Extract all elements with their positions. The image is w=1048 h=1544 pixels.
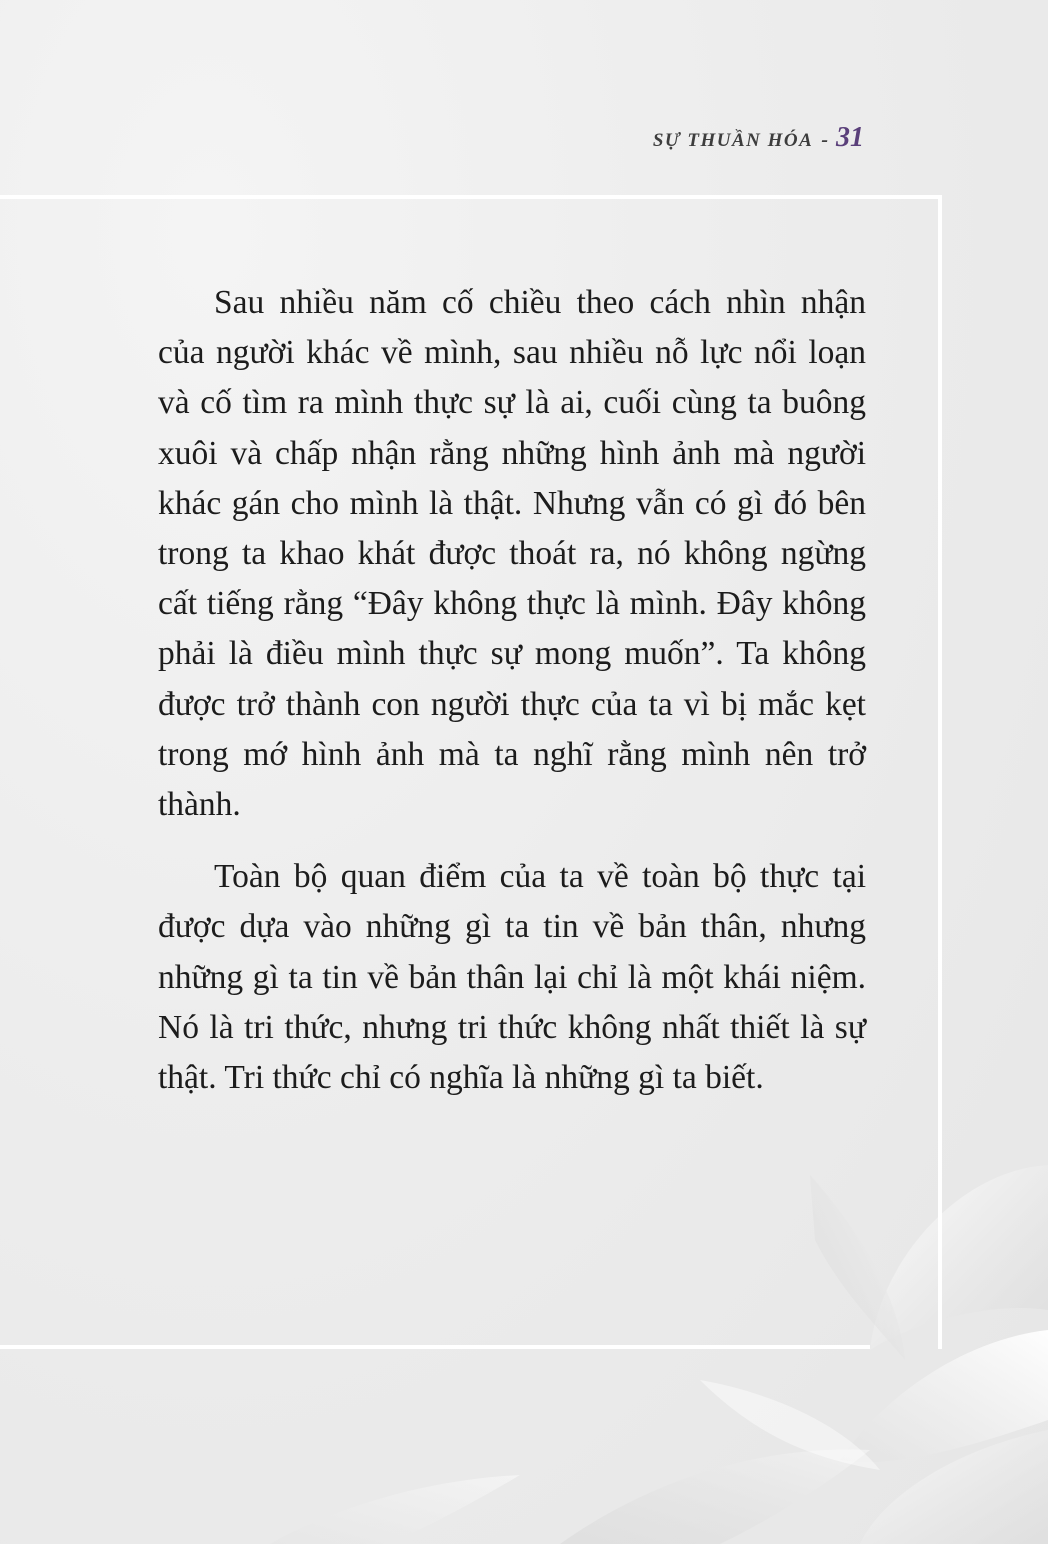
paragraph-1: Sau nhiều năm cố chiều theo cách nhìn nhận của người khác về mình, sau nhiều nỗ lực nổi loạn và cố tìm ra mình thực sự là ai, cuối cùng ta buông xuôi và chấp nhận rằng những hình ảnh mà người khác gán cho mình là thật. Nhưng vẫn có gì đó bên trong ta khao khát được thoát ra, nó không ngừng cất tiếng rằng “Đây không thực là mình. Đây không phải là điều mình thực sự mong muốn”. Ta không được trở thành con người thực của ta vì bị mắc kẹt trong mớ hình ảnh mà ta nghĩ rằng mình nên trở thành. bbox=[158, 284, 866, 824]
frame-border-top bbox=[0, 195, 942, 199]
header-separator: - bbox=[821, 129, 828, 151]
body-text bbox=[158, 278, 866, 1103]
page-number: 31 bbox=[836, 122, 864, 153]
frame-border-right bbox=[938, 195, 942, 1349]
frame-border-bottom bbox=[0, 1345, 870, 1349]
paragraph-2: Toàn bộ quan điểm của ta về toàn bộ thực tại được dựa vào những gì ta tin về bản thân, nhưng những gì ta tin về bản thân lại chỉ là một khái niệm. Nó là tri thức, nhưng tri thức không nhất thiết là sự thật. Tri thức chỉ có nghĩa là những gì ta biết. bbox=[158, 858, 866, 1097]
section-title: SỰ THUẦN HÓA bbox=[652, 130, 814, 151]
running-header bbox=[653, 122, 864, 154]
